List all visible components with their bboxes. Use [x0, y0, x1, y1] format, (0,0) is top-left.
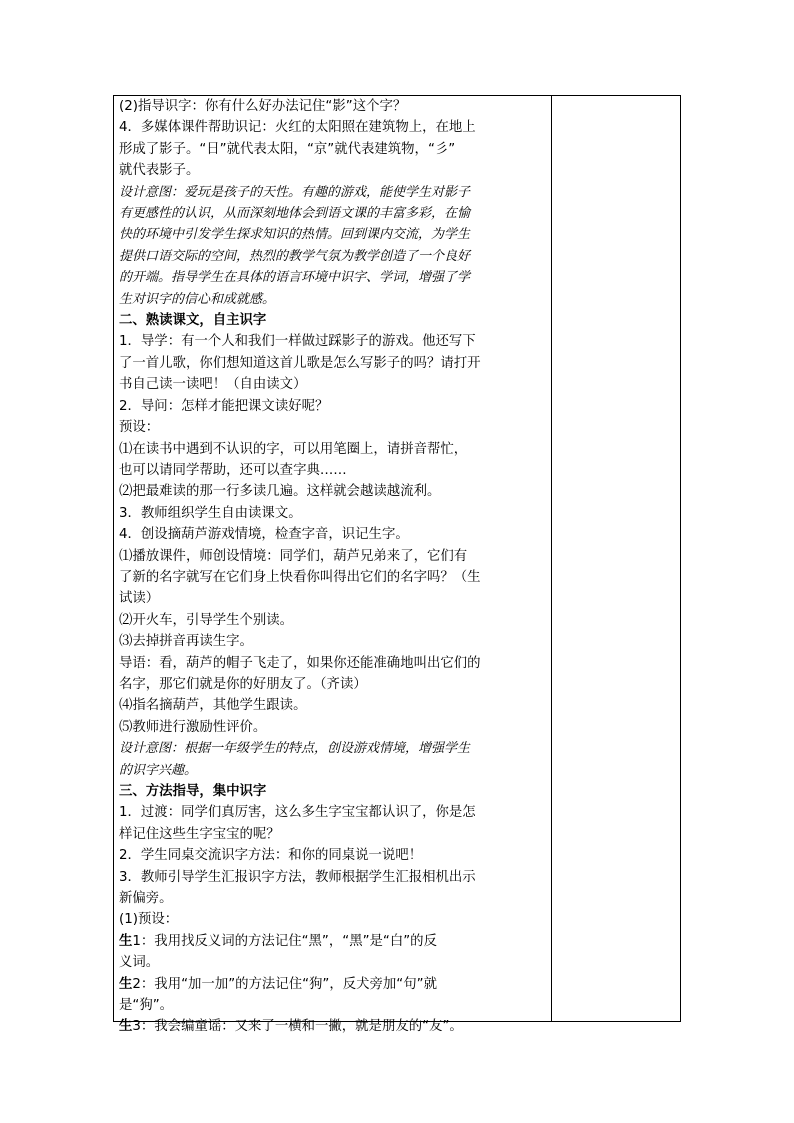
- text-line: [119, 417, 548, 438]
- text-line: [119, 588, 548, 609]
- line-text: 2：我用“加一加”的方法记住“狗”，反犬旁加“句”就: [132, 976, 437, 992]
- text-line: [119, 331, 548, 352]
- text-line: [119, 674, 548, 695]
- text-line: [119, 631, 548, 652]
- line-text: 1：我用找反义词的方法记住“黑”，“黑”是“白”的反: [132, 933, 437, 949]
- text-line: [119, 460, 548, 481]
- line-text: 快的环境中引发学生探求知识的热情。回到课内交流，为学生: [119, 227, 471, 243]
- text-line: [119, 845, 548, 866]
- line-text: 1．导学：有一个人和我们一样做过踩影子的游戏。他还写下: [119, 334, 476, 350]
- line-text: 1．过渡：同学们真厉害，这么多生字宝宝都认识了，你是怎: [119, 805, 476, 821]
- line-text: ⑵开火车，引导学生个别读。: [119, 612, 294, 628]
- text-line: [119, 139, 548, 160]
- text-line: [119, 567, 548, 588]
- section-heading: [119, 310, 548, 331]
- line-text: (1)预设：: [119, 912, 179, 928]
- line-text: 3：我会编童谣：又来了一横和一撇，就是朋友的“友”。: [132, 1019, 463, 1035]
- line-text: 生对识字的信心和成就感。: [119, 291, 276, 307]
- student-label: 生: [119, 976, 133, 992]
- line-text: 就代表影子。: [119, 163, 200, 179]
- text-line: [119, 824, 548, 845]
- text-line: [119, 396, 548, 417]
- line-text: (2)指导识字：你有什么好办法记住“影”这个字？: [119, 99, 407, 114]
- line-text: 形成了影子。“日”就代表太阳，“京”就代表建筑物，“彡”: [119, 141, 456, 157]
- text-line: [119, 353, 548, 374]
- design-intent-line: [119, 738, 548, 759]
- line-text: 名字，那它们就是你的好朋友了。（齐读）: [119, 676, 367, 692]
- line-text: 二、熟读课文，自主识字: [119, 313, 267, 329]
- text-line: [119, 653, 548, 674]
- student-answer-line: [119, 931, 548, 952]
- student-label: 生: [119, 1019, 133, 1035]
- text-line: [119, 717, 548, 738]
- line-text: ⑵把最难读的那一行多读几遍。这样就会越读越流利。: [119, 484, 441, 500]
- line-text: ⑸教师进行激励性评价。: [119, 719, 267, 735]
- student-answer-line: [119, 974, 548, 995]
- line-text: 提供口语交际的空间，热烈的教学气氛为教学创造了一个良好: [119, 248, 471, 264]
- line-text: 有更感性的认识，从而深刻地体会到语文课的丰富多彩，在愉: [119, 206, 471, 222]
- line-text: 4．创设摘葫芦游戏情境，检查字音，识记生字。: [119, 527, 409, 543]
- line-text: ⑴在读书中遇到不认识的字，可以用笔圈上，请拼音帮忙，: [119, 441, 468, 457]
- line-text: ⑴播放课件，师创设情境：同学们，葫芦兄弟来了，它们有: [119, 548, 468, 564]
- student-label: 生: [119, 933, 133, 949]
- line-text: 预设：: [119, 420, 160, 436]
- line-text: 三、方法指导，集中识字: [119, 784, 267, 799]
- text-line: [119, 610, 548, 631]
- design-intent-line: [119, 182, 548, 203]
- line-text: 3．教师引导学生汇报识字方法，教师根据学生汇报相机出示: [119, 869, 476, 885]
- design-intent-line: [119, 224, 548, 245]
- design-intent-line: [119, 246, 548, 267]
- line-text: 了一首儿歌，你们想知道这首儿歌是怎么写影子的吗？请打开: [119, 355, 481, 371]
- text-line: [119, 995, 548, 1016]
- line-text: ⑶去掉拼音再读生字。: [119, 634, 253, 650]
- notes-cell: [552, 96, 680, 1021]
- line-text: 是“狗”。: [119, 998, 174, 1014]
- text-line: [119, 481, 548, 502]
- line-text: 导语：看，葫芦的帽子飞走了，如果你还能准确地叫出它们的: [119, 655, 481, 671]
- line-text: 样记住这些生字宝宝的呢？: [119, 826, 280, 842]
- line-text: 4．多媒体课件帮助识记：火红的太阳照在建筑物上，在地上: [119, 120, 476, 136]
- text-line: [119, 546, 548, 567]
- line-text: 了新的名字就写在它们身上快看你叫得出它们的名字吗？（生: [119, 569, 481, 585]
- line-text: 3．教师组织学生自由读课文。: [119, 505, 302, 521]
- text-line: [119, 160, 548, 181]
- line-text: 设计意图：爱玩是孩子的天性。有趣的游戏，能使学生对影子: [119, 184, 471, 200]
- text-line: [119, 952, 548, 973]
- line-text: 新偏旁。: [119, 891, 173, 907]
- line-text: 试读）: [119, 591, 160, 607]
- student-answer-line: [119, 1016, 548, 1037]
- text-line: [119, 802, 548, 823]
- line-text: ⑷指名摘葫芦，其他学生跟读。: [119, 698, 307, 714]
- line-text: 2．学生同桌交流识字方法：和你的同桌说一说吧！: [119, 848, 423, 864]
- line-text: 的识字兴趣。: [119, 762, 198, 778]
- text-line: [119, 524, 548, 545]
- text-line: [119, 867, 548, 888]
- line-text: 义词。: [119, 955, 160, 971]
- section-heading: [119, 781, 548, 802]
- line-text: 设计意图：根据一年级学生的特点，创设游戏情境，增强学生: [119, 741, 471, 757]
- line-text: 也可以请同学帮助，还可以查字典……: [119, 462, 347, 478]
- text-line: [119, 374, 548, 395]
- text-line: [119, 695, 548, 716]
- text-line: [119, 909, 548, 930]
- lesson-content-cell: [119, 96, 548, 1038]
- design-intent-line: [119, 760, 548, 781]
- line-text: 的开端。指导学生在具体的语言环境中识字、学词，增强了学: [119, 270, 471, 286]
- design-intent-line: [119, 289, 548, 310]
- text-line: [119, 96, 548, 117]
- text-line: [119, 503, 548, 524]
- line-text: 2．导问：怎样才能把课文读好呢？: [119, 398, 329, 414]
- lesson-table: [113, 95, 681, 1035]
- text-line: [119, 439, 548, 460]
- design-intent-line: [119, 203, 548, 224]
- line-text: 书自己读一读吧！（自由读文）: [119, 377, 307, 393]
- text-line: [119, 117, 548, 138]
- text-line: [119, 888, 548, 909]
- design-intent-line: [119, 267, 548, 288]
